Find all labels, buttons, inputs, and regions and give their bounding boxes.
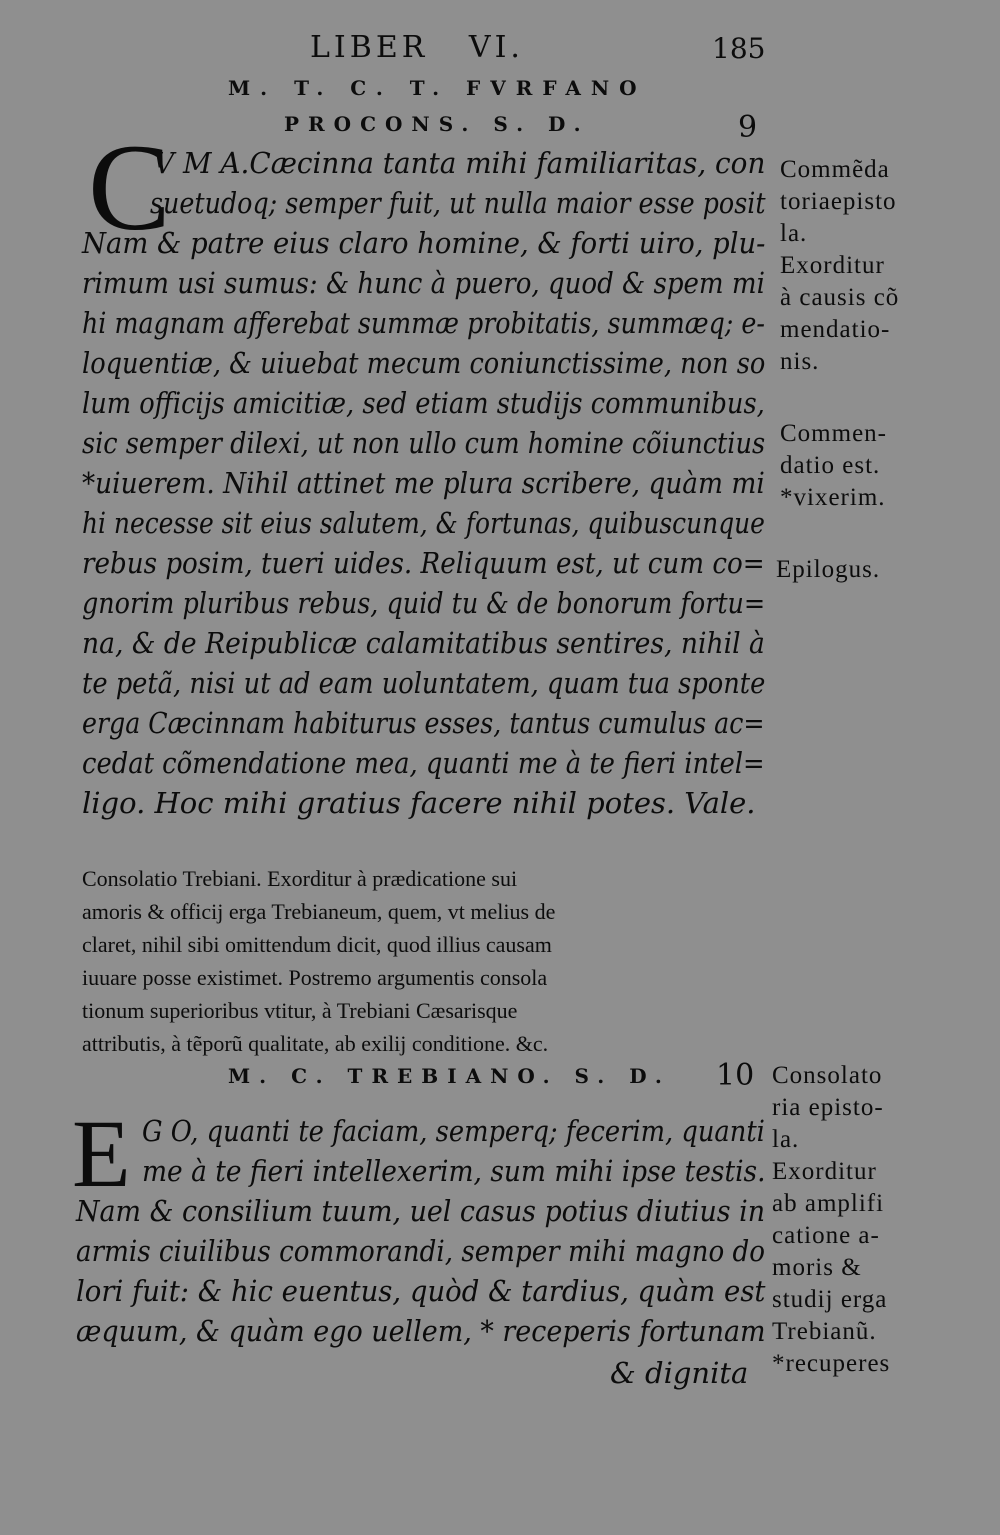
letter1-line: sic semper dilexi, ut non ullo cum homine cõiunctius bbox=[82, 426, 766, 460]
margin-note-line: studij erga bbox=[772, 1286, 888, 1313]
margin-note-line: datio est. bbox=[780, 452, 881, 479]
letter2-line: G O, quanti te faciam, semperq; fecerim, quanti bbox=[142, 1114, 765, 1148]
letter1-line: te petã, nisi ut ad eam uoluntatem, quam tua sponte bbox=[82, 666, 766, 700]
letter1-address-line2: PROCONS. S. D. bbox=[284, 112, 590, 136]
margin-note-line: la. bbox=[780, 220, 808, 247]
letter1-line: na, & de Reipublicæ calamitatibus sentires, nihil à bbox=[82, 626, 765, 660]
margin-note-line: Epilogus. bbox=[776, 556, 881, 583]
margin-note-line: Exorditur bbox=[780, 252, 885, 279]
letter1-drop-cap: C bbox=[88, 119, 171, 256]
letter2-drop-cap: E bbox=[72, 1100, 131, 1207]
margin-note-line: la. bbox=[772, 1126, 800, 1153]
letter1-line: suetudoq; semper fuit, ut nulla maior esse posit bbox=[150, 186, 766, 220]
margin-note-line: Trebianũ. bbox=[772, 1318, 877, 1345]
margin-note-line: *vixerim. bbox=[780, 484, 886, 511]
letter2-line: me à te fieri intellexerim, sum mihi ipse testis. bbox=[142, 1154, 766, 1188]
margin-note-line: à causis cõ bbox=[780, 284, 900, 311]
summary-line: iuuare posse existimet. Postremo argumentis consola bbox=[82, 965, 548, 990]
letter1-line: *uiuerem. Nihil attinet me plura scribere, quàm mi bbox=[82, 466, 765, 500]
margin-note-line: toriaepisto bbox=[780, 188, 897, 215]
margin-note-line: catione a- bbox=[772, 1222, 880, 1249]
letter2-line: Nam & consilium tuum, uel casus potius diutius in bbox=[76, 1194, 766, 1228]
letter1-line: Nam & patre eius claro homine, & forti uiro, plu- bbox=[82, 226, 766, 260]
letter1-line: rimum usi sumus: & hunc à puero, quod & spem mi bbox=[82, 266, 765, 300]
letter1-address-line1: M. T. C. T. FVRFANO bbox=[228, 76, 647, 100]
summary-line: claret, nihil sibi omittendum dicit, quod illius causam bbox=[82, 932, 552, 957]
margin-note-line: ab amplifi bbox=[772, 1190, 885, 1217]
letter1-line: V M A.Cæcinna tanta mihi familiaritas, con bbox=[154, 146, 766, 180]
letter1-line: lum officijs amicitiæ, sed etiam studijs communibus, bbox=[82, 386, 765, 420]
margin-note-line: Commen- bbox=[780, 420, 887, 447]
margin-note-line: Exorditur bbox=[772, 1158, 877, 1185]
summary-line: Consolatio Trebiani. Exorditur à prædicatione sui bbox=[82, 866, 518, 891]
margin-note-line: moris & bbox=[772, 1254, 862, 1281]
running-title: LIBER VI. bbox=[310, 30, 524, 65]
summary-line: tionum superioribus vtitur, à Trebiani Cæsarisque bbox=[82, 998, 518, 1023]
letter1-number: 9 bbox=[738, 110, 758, 145]
letter1-line: gnorim pluribus rebus, quid tu & de bonorum fortu= bbox=[82, 586, 766, 620]
margin-note-line: Consolato bbox=[772, 1062, 883, 1089]
margin-note-line: Commẽda bbox=[780, 156, 890, 183]
letter1-line: cedat cõmendatione mea, quanti me à te fieri intel= bbox=[82, 746, 765, 780]
letter2-line: æquum, & quàm ego uellem, * receperis fortunam bbox=[76, 1314, 766, 1348]
letter2-line: & dignita bbox=[610, 1356, 749, 1390]
letter1-line: hi magnam afferebat summæ probitatis, summæq; e- bbox=[82, 306, 765, 340]
letter1-line: erga Cæcinnam habiturus esses, tantus cumulus ac= bbox=[82, 706, 765, 740]
letter1-line: ligo. Hoc mihi gratius facere nihil potes. Vale. bbox=[82, 786, 756, 820]
letter1-line: loquentiæ, & uiuebat mecum coniunctissime, non so bbox=[82, 346, 766, 380]
letter2-line: armis ciuilibus commorandi, semper mihi magno do bbox=[76, 1234, 765, 1268]
margin-note-line: ria episto- bbox=[772, 1094, 884, 1121]
letter2-address-line: M. C. TREBIANO. S. D. bbox=[228, 1064, 671, 1088]
letter1-line: rebus posim, tueri uides. Reliquum est, ut cum co= bbox=[82, 546, 765, 580]
summary-line: attributis, à tẽporũ qualitate, ab exilij conditione. &c. bbox=[82, 1031, 549, 1056]
margin-note-line: *recuperes bbox=[772, 1350, 891, 1377]
letter1-line: hi necesse sit eius salutem, & fortunas, quibuscunque bbox=[82, 506, 765, 540]
margin-note-line: nis. bbox=[780, 348, 820, 375]
page-number: 185 bbox=[712, 32, 766, 65]
margin-note-line: mendatio- bbox=[780, 316, 891, 343]
running-head bbox=[0, 30, 1000, 70]
letter2-number: 10 bbox=[716, 1058, 755, 1093]
letter2-line: lori fuit: & hic euentus, quòd & tardius, quàm est bbox=[76, 1274, 766, 1308]
summary-line: amoris & officij erga Trebianeum, quem, vt melius de bbox=[82, 899, 556, 924]
